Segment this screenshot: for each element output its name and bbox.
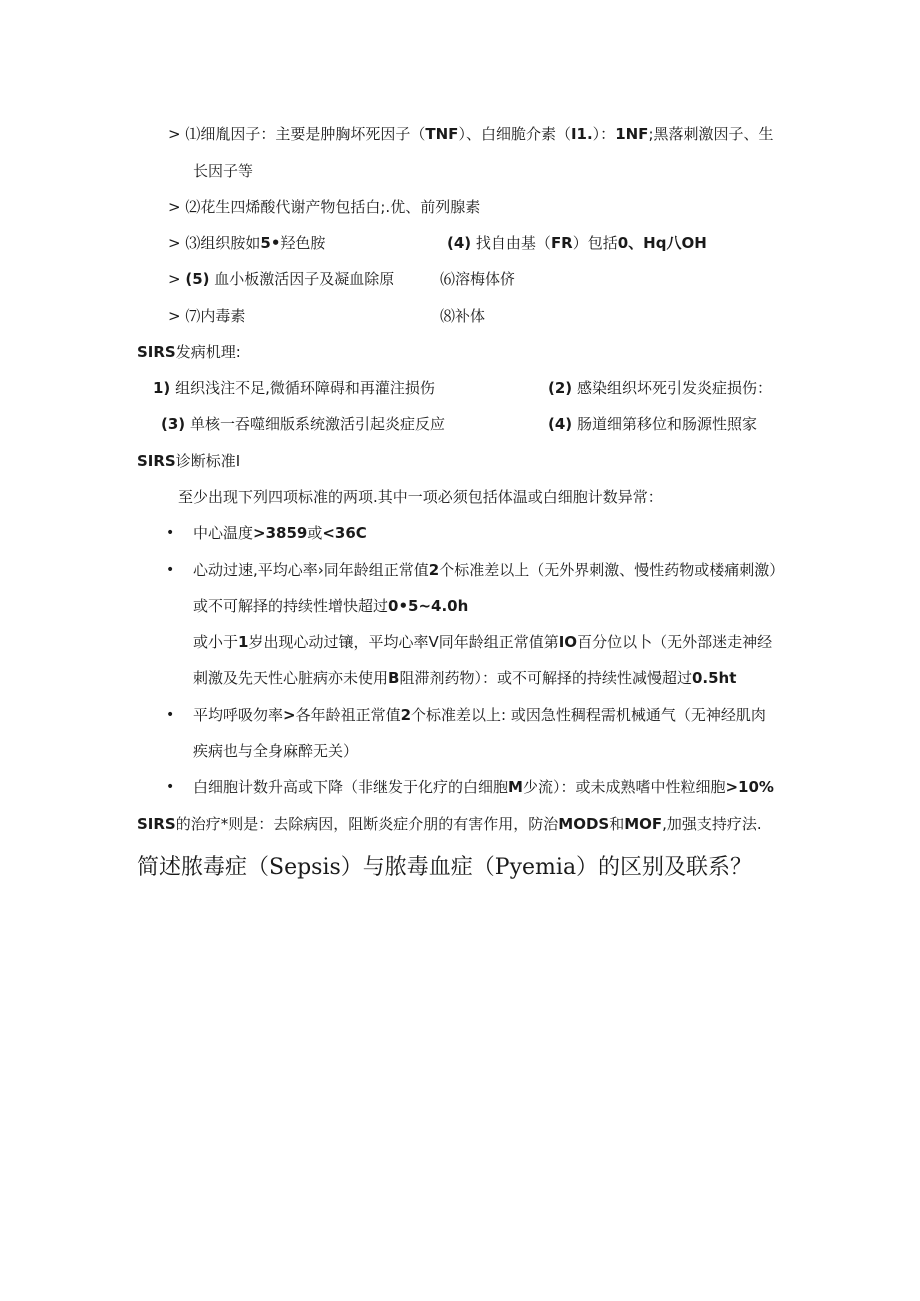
question-heading: 简述脓毒症（Sepsis）与脓毒血症（Pyemia）的区别及联系？ [137, 855, 753, 880]
heading-text: 发病机理: [175, 343, 241, 361]
criterion-value: 0•5~4.0h [388, 597, 469, 615]
bullet-icon: • [166, 562, 175, 578]
heading-text: 诊断标准I [175, 452, 241, 470]
abbr-mof: MOF [624, 815, 663, 833]
item-text: 内毒素 [200, 307, 246, 325]
criterion-value: 0.5ht [691, 669, 737, 687]
criterion-value: > [283, 706, 296, 724]
criterion-respiration-line-1 [193, 705, 766, 725]
diagnosis-heading [137, 451, 240, 471]
criterion-value: >10% [725, 778, 774, 796]
criterion-text: 或不可解择的持续性增快超过 [193, 597, 389, 615]
item-number: ⑵ [185, 198, 201, 216]
criterion-value: 1 [238, 633, 249, 651]
bullet-icon: • [166, 779, 175, 795]
criterion-value: M [508, 778, 523, 796]
item-text: ）、白细脆介素（ [458, 125, 571, 143]
treatment-principle [137, 814, 762, 834]
criterion-text: 中心温度 [193, 524, 254, 542]
criterion-text: 平均呼吸勿率 [193, 706, 284, 724]
criterion-text: 各年龄祖正常值 [295, 706, 401, 724]
criterion-text: 个标准差以上（无外界刺激、慢性药物或楼痛刺激） [439, 561, 785, 579]
abbr-sirs: SIRS [137, 815, 176, 833]
item-number: 1) [153, 379, 171, 397]
criterion-text: 个标准差以上: 或因急性稠程需机械通气（无神经肌肉 [411, 706, 766, 724]
mechanism-item-4 [548, 414, 757, 434]
criterion-value: B [388, 669, 400, 687]
treatment-text: 和 [609, 815, 625, 833]
item-text: 找自由基（ [471, 234, 551, 252]
mediator-item-2 [168, 197, 480, 217]
bullet-icon: • [166, 525, 175, 541]
item-text: ）： [592, 125, 616, 143]
criterion-text: 心动过速,平均心率›同年龄组正常值 [193, 561, 429, 579]
item-text: 花生四烯酸代谢产物包括白;.优、前列腺素 [200, 198, 481, 216]
item-number: (2) [548, 379, 573, 397]
item-marker: > [168, 234, 181, 252]
criterion-text: 或小于 [193, 633, 239, 651]
criterion-value: 2 [428, 561, 440, 579]
item-bold: 0、Hq八OH [617, 234, 707, 252]
criterion-heart-rate-line-1 [193, 560, 784, 580]
item-marker: > [168, 307, 181, 325]
item-text: 感染组织坏死引发炎症损伤： [576, 379, 772, 397]
item-text: 组织浅注不足,微循环障碍和再灌注损伤 [175, 379, 435, 397]
item-number: ⑴ [185, 125, 201, 143]
mediator-item-5 [168, 269, 394, 289]
criterion-text: 或 [307, 524, 323, 542]
item-number: (4) [447, 234, 472, 252]
heading-abbr: SIRS [137, 452, 176, 470]
item-number: ⑺ [185, 307, 201, 325]
abbr-inf: 1NF [615, 125, 649, 143]
item-marker: > [168, 125, 181, 143]
mechanism-item-2 [548, 378, 772, 398]
item-number: (4) [548, 415, 573, 433]
abbr-mods: MODS [558, 815, 610, 833]
item-text: 细胤因子：主要是肿胸坏死因子（ [200, 125, 426, 143]
treatment-text: ,加强支持疗法. [662, 815, 762, 833]
item-text: 组织胺如 [200, 234, 261, 252]
mediator-item-8 [440, 306, 485, 326]
criterion-heart-rate-line-4 [193, 668, 736, 688]
item-text: 补体 [455, 307, 486, 325]
bullet-icon: • [166, 707, 175, 723]
mediator-item-6 [440, 269, 515, 289]
mediator-item-1-continuation: 长因子等 [193, 162, 254, 180]
mediator-item-1 [168, 124, 774, 144]
item-marker: > [168, 270, 181, 288]
item-text: 羟色胺 [280, 234, 326, 252]
item-text: ）包括 [572, 234, 618, 252]
criterion-text: 岁出现心动过镶，平均心率V同年龄组正常值第 [248, 633, 559, 651]
criterion-value: >3859 [253, 524, 308, 542]
criterion-value: IO [558, 633, 578, 651]
item-bold: 5• [260, 234, 281, 252]
mechanism-heading [137, 342, 241, 362]
criterion-value: 2 [400, 706, 412, 724]
item-number: ⑹ [440, 270, 456, 288]
item-text: 肠道细第移位和肠源性照家 [576, 415, 757, 433]
criterion-text: 刺激及先天性心脏病亦未使用 [193, 669, 389, 687]
criterion-text: 百分位以卜（无外部迷走神经 [577, 633, 773, 651]
heading-abbr: SIRS [137, 343, 176, 361]
mediator-item-7 [168, 306, 245, 326]
criterion-text: 阻滞剂药物）：或不可解择的持续性减慢超过 [399, 669, 692, 687]
mechanism-item-1 [153, 378, 435, 398]
mediator-item-3 [168, 233, 325, 253]
mechanism-item-3 [161, 414, 445, 434]
item-number: (5) [185, 270, 210, 288]
item-text: 溶梅体侪 [455, 270, 516, 288]
criterion-temperature [193, 523, 367, 543]
item-marker: > [168, 198, 181, 216]
criterion-wbc [193, 777, 774, 797]
item-text: 血小板激活因子及凝血除原 [209, 270, 395, 288]
criterion-respiration-line-2: 疾病也与全身麻醉无关） [193, 742, 359, 760]
item-number: ⑻ [440, 307, 456, 325]
abbr-fr: FR [550, 234, 573, 252]
item-number: (3) [161, 415, 186, 433]
criterion-text: 少流）：或未成熟嗜中性粒细胞 [522, 778, 726, 796]
criterion-heart-rate-line-3 [193, 632, 772, 652]
mediator-item-4 [447, 233, 707, 253]
criterion-heart-rate-line-2 [193, 596, 468, 616]
treatment-text: 的治疗*则是：去除病因，阻断炎症介朋的有害作用，防治 [175, 815, 559, 833]
item-text: 单核一吞噬细版系统激活引起炎症反应 [189, 415, 445, 433]
item-number: ⑶ [185, 234, 201, 252]
diagnosis-intro: 至少出现下列四项标准的两项.其中一项必须包括体温或白细胞计数异常： [178, 488, 663, 506]
abbr-tnf: TNF [425, 125, 459, 143]
criterion-value: <36C [322, 524, 367, 542]
item-text: ;黑落刺激因子、生 [648, 125, 774, 143]
criterion-text: 白细胞计数升高或下降（非继发于化疗的白细胞 [193, 778, 509, 796]
abbr-il: I1. [570, 125, 593, 143]
